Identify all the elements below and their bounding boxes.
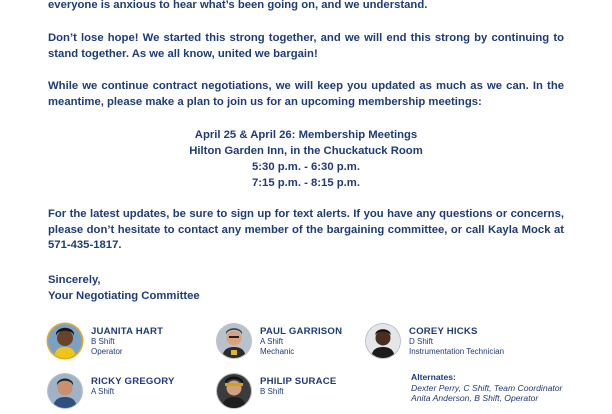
member-card (48, 374, 198, 414)
person-photo-icon (217, 324, 251, 358)
member-role: Operator (91, 347, 123, 356)
member-name: PAUL GARRISON (260, 326, 343, 337)
meeting-time-1: 5:30 p.m. - 6:30 p.m. (252, 161, 360, 173)
avatar (48, 374, 82, 408)
avatar (48, 324, 82, 358)
meeting-location: Hilton Garden Inn, in the Chuckatuck Room (189, 145, 423, 157)
person-photo-icon (366, 324, 400, 358)
member-card (48, 324, 198, 364)
avatar (366, 324, 400, 358)
avatar (217, 324, 251, 358)
member-card (217, 374, 367, 414)
member-shift: D Shift (409, 337, 434, 346)
avatar (217, 374, 251, 408)
meeting-time-2: 7:15 p.m. - 8:15 p.m. (252, 177, 360, 189)
person-photo-icon (48, 324, 82, 358)
member-role: Mechanic (260, 347, 295, 356)
paragraph-updates: For the latest updates, be sure to sign up for text alerts. If you have any questions or concerns, please don’t hesitate to contact any member of the bargaining committee, or call Kayla Mock at 571-435-1817. (48, 208, 564, 252)
alternates-title: Alternates: (411, 372, 456, 382)
person-photo-icon (48, 374, 82, 408)
paragraph-intro-end: everyone is anxious to hear what’s been going on, and we understand. (48, 0, 428, 11)
alternate-item: Dexter Perry, C Shift, Team Coordinator (411, 382, 563, 393)
member-shift: B Shift (91, 337, 115, 346)
signature: Your Negotiating Committee (48, 289, 200, 302)
member-name: JUANITA HART (91, 326, 164, 337)
meeting-dates: April 25 & April 26: Membership Meetings (194, 129, 418, 141)
member-card (217, 324, 367, 364)
member-name: RICKY GREGORY (91, 376, 175, 387)
meeting-details (48, 127, 564, 191)
alternates-block (411, 372, 606, 404)
member-name: PHILIP SURACE (260, 376, 337, 387)
member-card (366, 324, 566, 364)
person-photo-icon (217, 374, 251, 408)
member-shift: B Shift (260, 387, 284, 396)
member-shift: A Shift (91, 387, 115, 396)
member-shift: A Shift (260, 337, 284, 346)
closing: Sincerely, (48, 274, 101, 286)
paragraph-hope: Don’t lose hope! We started this strong together, and we will end this strong by continuing to stand together. As we all know, united we bargain! (48, 32, 564, 60)
alternate-item: Anita Anderson, B Shift, Operator (411, 393, 539, 403)
member-role: Instrumentation Technician (409, 347, 505, 356)
member-name: COREY HICKS (409, 326, 478, 337)
signature-block (48, 273, 200, 304)
paragraph-negotiations: While we continue contract negotiations, we will keep you updated as much as we can. In the meantime, please make a plan to join us for an upcoming membership meetings: (48, 80, 564, 108)
